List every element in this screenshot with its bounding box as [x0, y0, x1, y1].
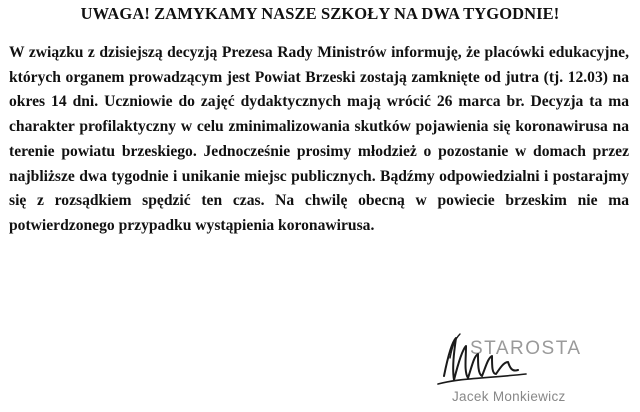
stamp-signer-name: Jacek Monkiewicz: [452, 389, 566, 404]
signature-block: [430, 328, 630, 412]
notice-body: W związku z dzisiejszą decyzją Prezesa Rady Ministrów informuję, że placówki edukacyjne, których organem prowadzącym jest Powiat Brzeski zostają zamknięte od jutra (tj. 12.03) na okres 14 dni. Uczniowie do zajęć dydaktycznych mają wrócić 26 marca br. Decyzja ta ma charakter profilaktyczny w celu zminimalizowania skutków pojawienia się koronawirusa na terenie powiatu brzeskiego. Jednocześnie prosimy młodzież o pozostanie w domach przez najbliższe dwa tygodnie i unikanie miejsc publicznych. Bądźmy odpowiedzialni i postarajmy się z rozsądkiem spędzić ten czas. Na chwilę obecną w powiecie brzeskim nie ma potwierdzonego przypadku wystąpienia koronawirusa.: [9, 44, 629, 234]
notice-title: UWAGA! ZAMYKAMY NASZE SZKOŁY NA DWA TYGODNIE!: [80, 4, 560, 23]
stamp-office: STAROSTA: [470, 338, 582, 359]
handwritten-signature: [430, 328, 540, 398]
